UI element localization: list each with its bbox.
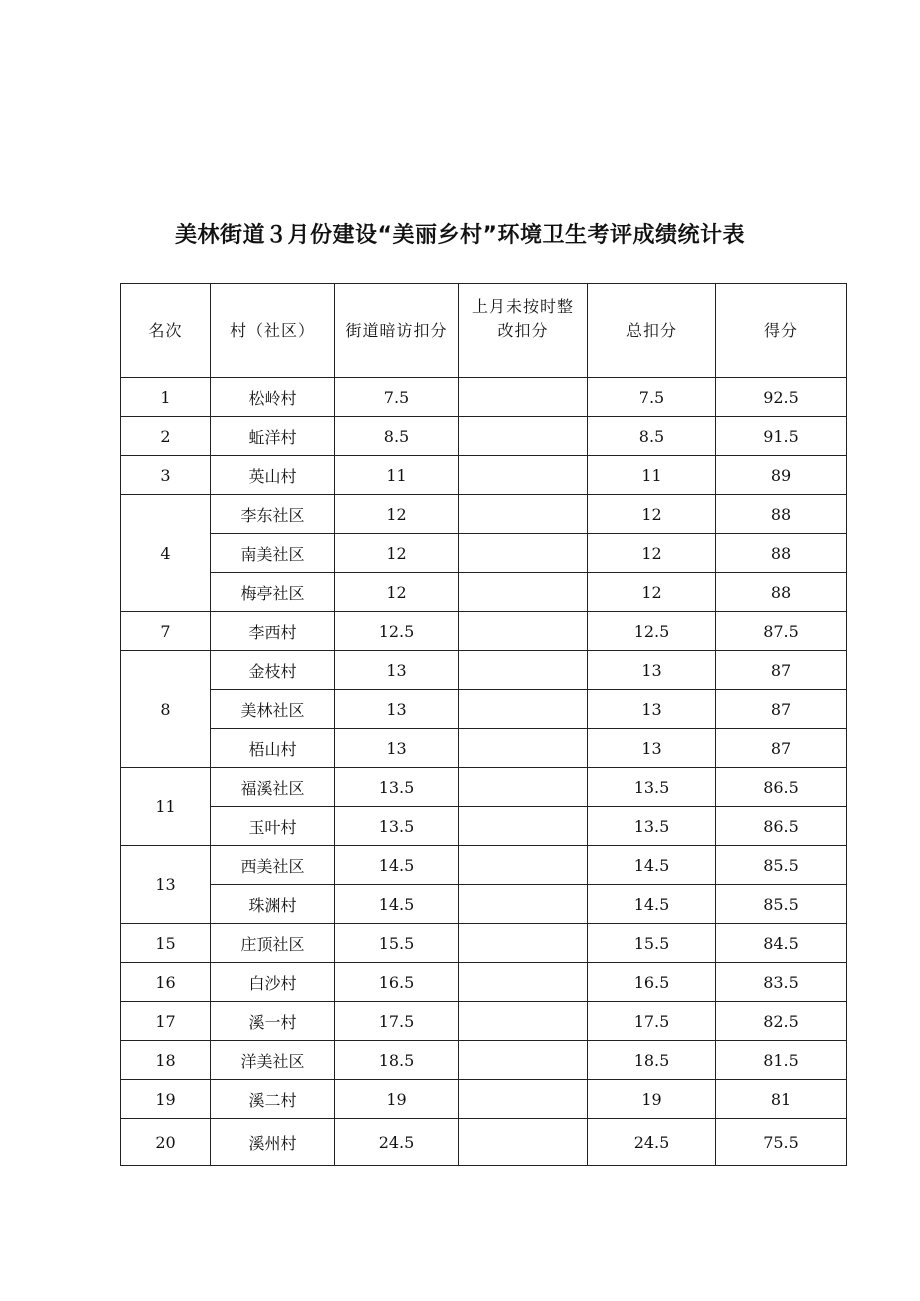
village-cell: 溪州村 <box>211 1119 335 1166</box>
village-cell: 庄顶社区 <box>211 924 335 963</box>
village-cell: 李东社区 <box>211 495 335 534</box>
score-cell: 88 <box>716 573 847 612</box>
total-penalty-cell: 13.5 <box>588 807 716 846</box>
header-village: 村（社区） <box>211 284 335 378</box>
rank-cell: 20 <box>121 1119 211 1166</box>
unfixed-penalty-cell <box>459 1080 588 1119</box>
total-penalty-cell: 12 <box>588 495 716 534</box>
table-row <box>121 1002 847 1041</box>
rank-cell: 4 <box>121 495 211 612</box>
penalty-cell: 13.5 <box>335 807 459 846</box>
score-table <box>120 283 847 1166</box>
rank-cell: 19 <box>121 1080 211 1119</box>
unfixed-penalty-cell <box>459 456 588 495</box>
table-row <box>121 924 847 963</box>
rank-cell: 16 <box>121 963 211 1002</box>
header-row <box>121 284 847 378</box>
rank-cell: 7 <box>121 612 211 651</box>
score-cell: 87 <box>716 651 847 690</box>
unfixed-penalty-cell <box>459 1119 588 1166</box>
header-unfixed-label: 上月未按时整改扣分 <box>471 296 574 340</box>
penalty-cell: 8.5 <box>335 417 459 456</box>
total-penalty-cell: 13.5 <box>588 768 716 807</box>
table-row <box>121 885 847 924</box>
penalty-cell: 12 <box>335 495 459 534</box>
penalty-cell: 18.5 <box>335 1041 459 1080</box>
penalty-cell: 24.5 <box>335 1119 459 1166</box>
unfixed-penalty-cell <box>459 1041 588 1080</box>
total-penalty-cell: 12 <box>588 534 716 573</box>
penalty-cell: 11 <box>335 456 459 495</box>
village-cell: 福溪社区 <box>211 768 335 807</box>
village-cell: 溪一村 <box>211 1002 335 1041</box>
score-cell: 86.5 <box>716 807 847 846</box>
village-cell: 洋美社区 <box>211 1041 335 1080</box>
penalty-cell: 13.5 <box>335 768 459 807</box>
header-unfixed-penalty <box>459 284 588 378</box>
total-penalty-cell: 17.5 <box>588 1002 716 1041</box>
village-cell: 美林社区 <box>211 690 335 729</box>
unfixed-penalty-cell <box>459 378 588 417</box>
header-total-penalty: 总扣分 <box>588 284 716 378</box>
village-cell: 松岭村 <box>211 378 335 417</box>
score-cell: 88 <box>716 495 847 534</box>
score-cell: 92.5 <box>716 378 847 417</box>
village-cell: 白沙村 <box>211 963 335 1002</box>
penalty-cell: 14.5 <box>335 885 459 924</box>
rank-cell: 2 <box>121 417 211 456</box>
unfixed-penalty-cell <box>459 651 588 690</box>
rank-cell: 15 <box>121 924 211 963</box>
total-penalty-cell: 13 <box>588 690 716 729</box>
table-row <box>121 1041 847 1080</box>
table-row <box>121 378 847 417</box>
table-row <box>121 1119 847 1166</box>
penalty-cell: 13 <box>335 651 459 690</box>
penalty-cell: 13 <box>335 729 459 768</box>
penalty-cell: 7.5 <box>335 378 459 417</box>
unfixed-penalty-cell <box>459 495 588 534</box>
village-cell: 珠渊村 <box>211 885 335 924</box>
unfixed-penalty-cell <box>459 690 588 729</box>
total-penalty-cell: 14.5 <box>588 885 716 924</box>
unfixed-penalty-cell <box>459 1002 588 1041</box>
score-cell: 88 <box>716 534 847 573</box>
total-penalty-cell: 24.5 <box>588 1119 716 1166</box>
penalty-cell: 13 <box>335 690 459 729</box>
unfixed-penalty-cell <box>459 417 588 456</box>
total-penalty-cell: 15.5 <box>588 924 716 963</box>
total-penalty-cell: 16.5 <box>588 963 716 1002</box>
unfixed-penalty-cell <box>459 924 588 963</box>
unfixed-penalty-cell <box>459 807 588 846</box>
table-row <box>121 417 847 456</box>
unfixed-penalty-cell <box>459 768 588 807</box>
unfixed-penalty-cell <box>459 729 588 768</box>
village-cell: 梅亭社区 <box>211 573 335 612</box>
rank-cell: 17 <box>121 1002 211 1041</box>
unfixed-penalty-cell <box>459 612 588 651</box>
village-cell: 英山村 <box>211 456 335 495</box>
total-penalty-cell: 14.5 <box>588 846 716 885</box>
score-cell: 84.5 <box>716 924 847 963</box>
score-cell: 86.5 <box>716 768 847 807</box>
total-penalty-cell: 12.5 <box>588 612 716 651</box>
penalty-cell: 12.5 <box>335 612 459 651</box>
header-penalty: 街道暗访扣分 <box>335 284 459 378</box>
total-penalty-cell: 12 <box>588 573 716 612</box>
total-penalty-cell: 18.5 <box>588 1041 716 1080</box>
total-penalty-cell: 19 <box>588 1080 716 1119</box>
table-row <box>121 573 847 612</box>
table-row <box>121 495 847 534</box>
total-penalty-cell: 8.5 <box>588 417 716 456</box>
table-row <box>121 963 847 1002</box>
penalty-cell: 16.5 <box>335 963 459 1002</box>
score-cell: 91.5 <box>716 417 847 456</box>
header-rank: 名次 <box>121 284 211 378</box>
rank-cell: 1 <box>121 378 211 417</box>
village-cell: 金枝村 <box>211 651 335 690</box>
village-cell: 李西村 <box>211 612 335 651</box>
village-cell: 溪二村 <box>211 1080 335 1119</box>
table-row <box>121 846 847 885</box>
table-row <box>121 456 847 495</box>
unfixed-penalty-cell <box>459 573 588 612</box>
unfixed-penalty-cell <box>459 534 588 573</box>
unfixed-penalty-cell <box>459 846 588 885</box>
village-cell: 蚯洋村 <box>211 417 335 456</box>
total-penalty-cell: 13 <box>588 729 716 768</box>
score-cell: 85.5 <box>716 846 847 885</box>
score-cell: 87 <box>716 729 847 768</box>
table-row <box>121 729 847 768</box>
rank-cell: 3 <box>121 456 211 495</box>
header-score: 得分 <box>716 284 847 378</box>
table-row <box>121 768 847 807</box>
penalty-cell: 19 <box>335 1080 459 1119</box>
penalty-cell: 17.5 <box>335 1002 459 1041</box>
score-cell: 85.5 <box>716 885 847 924</box>
penalty-cell: 12 <box>335 573 459 612</box>
score-cell: 87 <box>716 690 847 729</box>
score-cell: 89 <box>716 456 847 495</box>
unfixed-penalty-cell <box>459 885 588 924</box>
penalty-cell: 14.5 <box>335 846 459 885</box>
table-body <box>121 378 847 1166</box>
table-row <box>121 534 847 573</box>
total-penalty-cell: 11 <box>588 456 716 495</box>
total-penalty-cell: 7.5 <box>588 378 716 417</box>
rank-cell: 18 <box>121 1041 211 1080</box>
rank-cell: 11 <box>121 768 211 846</box>
village-cell: 南美社区 <box>211 534 335 573</box>
table-row <box>121 807 847 846</box>
unfixed-penalty-cell <box>459 963 588 1002</box>
total-penalty-cell: 13 <box>588 651 716 690</box>
village-cell: 梧山村 <box>211 729 335 768</box>
penalty-cell: 12 <box>335 534 459 573</box>
table-row <box>121 690 847 729</box>
rank-cell: 13 <box>121 846 211 924</box>
score-cell: 83.5 <box>716 963 847 1002</box>
score-cell: 81.5 <box>716 1041 847 1080</box>
table-row <box>121 612 847 651</box>
document-title: 美林街道３月份建设“美丽乡村”环境卫生考评成绩统计表 <box>175 223 745 248</box>
rank-cell: 8 <box>121 651 211 768</box>
table-row <box>121 651 847 690</box>
score-cell: 81 <box>716 1080 847 1119</box>
score-cell: 75.5 <box>716 1119 847 1166</box>
score-cell: 87.5 <box>716 612 847 651</box>
score-cell: 82.5 <box>716 1002 847 1041</box>
village-cell: 玉叶村 <box>211 807 335 846</box>
village-cell: 西美社区 <box>211 846 335 885</box>
table-row <box>121 1080 847 1119</box>
penalty-cell: 15.5 <box>335 924 459 963</box>
